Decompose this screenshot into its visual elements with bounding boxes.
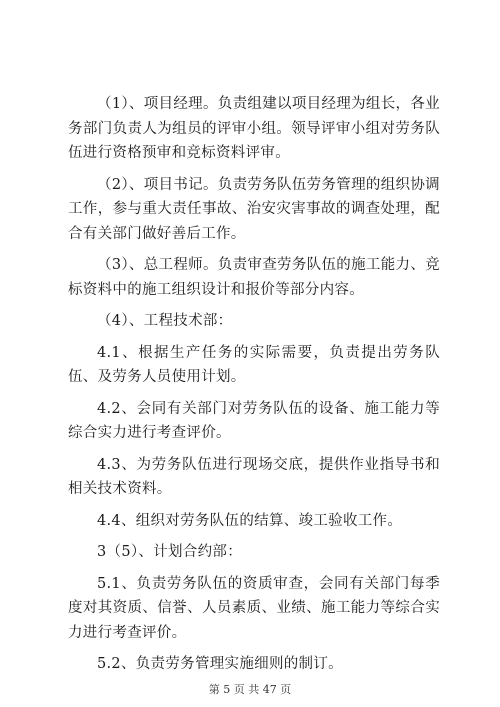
paragraph-item-4-2: 4.2、会同有关部门对劳务队伍的设备、施工能力等综合实力进行考查评价。 — [68, 400, 440, 441]
paragraph-project-secretary: （2）、项目书记。负责劳务队伍劳务管理的组织协调工作，参与重大责任事故、治安灾害事故的调查处理，配合有关部门做好善后工作。 — [68, 176, 440, 242]
paragraph-engineering-dept-heading: （4）、工程技术部： — [97, 313, 233, 329]
paragraph-item-4-4: 4.4、组织对劳务队伍的结算、竣工验收工作。 — [97, 512, 403, 529]
paragraph-item-4-3: 4.3、为劳务队伍进行现场交底，提供作业指导书和相关技术资料。 — [68, 456, 440, 497]
paragraph-item-5-1: 5.1、负责劳务队伍的资质审查，会同有关部门每季度对其资质、信誉、人员素质、业绩、施工能力等综合实力进行考查评价。 — [68, 575, 440, 641]
paragraph-item-4-1: 4.1、根据生产任务的实际需要，负责提出劳务队伍、及劳务人员使用计划。 — [68, 344, 440, 385]
paragraph-planning-dept-heading: 3（5）、计划合约部： — [97, 544, 242, 560]
document-body — [68, 92, 440, 684]
paragraph-chief-engineer: （3）、总工程师。负责审查劳务队伍的施工能力、竞标资料中的施工组织设计和报价等部分内容。 — [68, 257, 440, 298]
paragraph-item-5-2: 5.2、负责劳务管理实施细则的制订。 — [97, 656, 343, 672]
page-number-footer: 第 5 页 共 47 页 — [208, 683, 292, 696]
paragraph-project-manager: （1）、项目经理。负责组建以项目经理为组长，各业务部门负责人为组员的评审小组。领导评审小组对劳务队伍进行资格预审和竞标资料评审。 — [68, 96, 440, 161]
